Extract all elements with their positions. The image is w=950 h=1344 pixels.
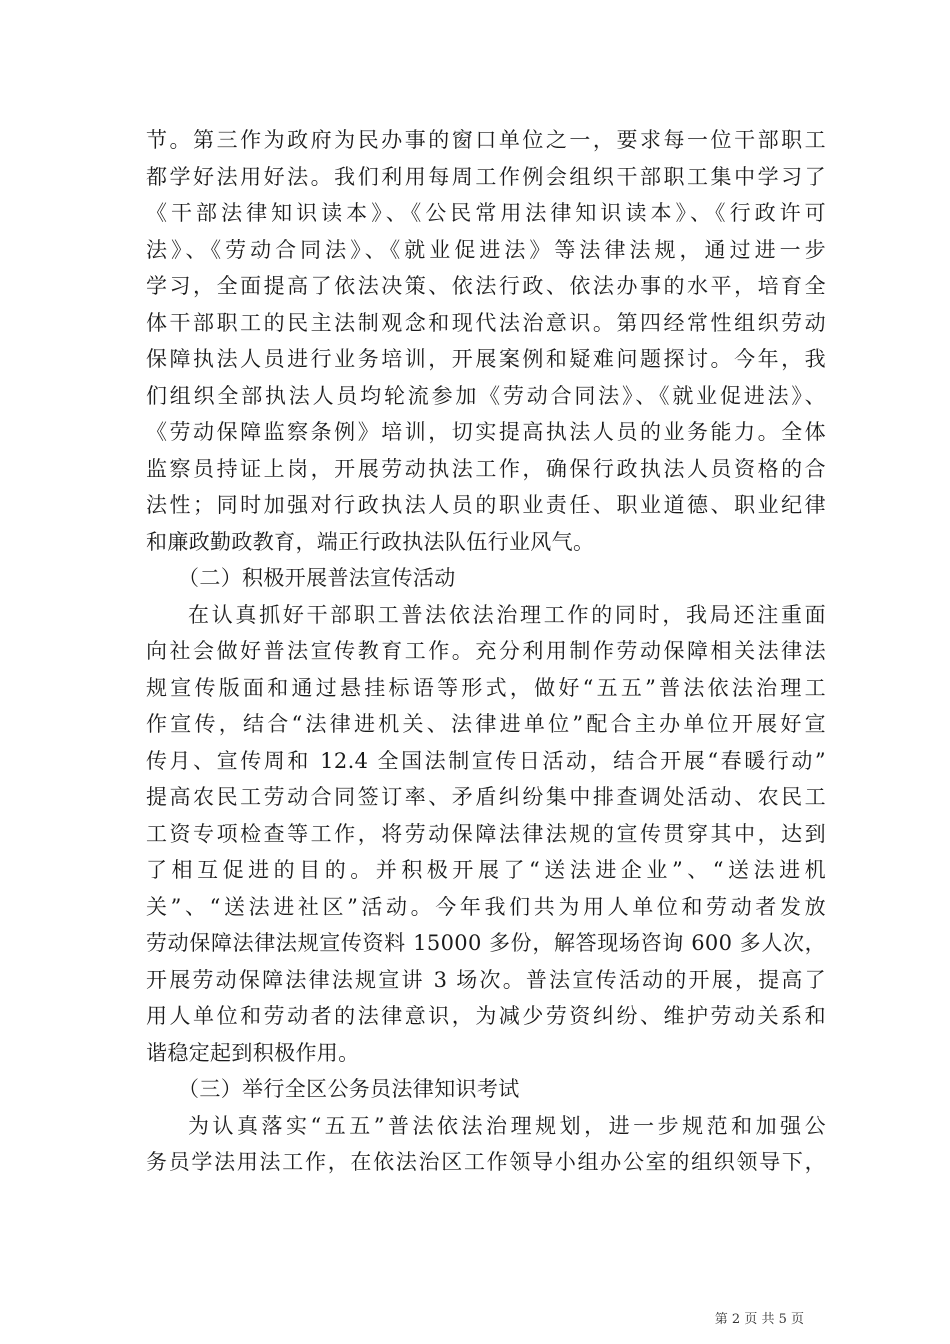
page-number-footer: 第 2 页 共 5 页 [714, 1312, 804, 1327]
text-line: 谐稳定起到积极作用。 [146, 1040, 360, 1065]
text-line: 法性；同时加强对行政执法人员的职业责任、职业道德、职业纪律 [146, 493, 826, 517]
text-line: 体干部职工的民主法制观念和现代法治意识。第四经常性组织劳动 [146, 310, 826, 335]
document-body [146, 122, 826, 1181]
text-line: 监察员持证上岗，开展劳动执法工作，确保行政执法人员资格的合 [146, 456, 826, 481]
section-heading: （三）举行全区公务员法律知识考试 [178, 1077, 520, 1101]
text-line: 提高农民工劳动合同签订率、矛盾纠纷集中排查调处活动、农民工 [146, 785, 826, 809]
text-line: 《劳动保障监察条例》培训，切实提高执法人员的业务能力。全体 [146, 420, 826, 444]
text-line: 向社会做好普法宣传教育工作。充分利用制作劳动保障相关法律法 [146, 639, 826, 663]
text-line: 作宣传，结合“法律进机关、法律进单位”配合主办单位开展好宣 [146, 712, 826, 736]
text-line: 学习，全面提高了依法决策、依法行政、依法办事的水平，培育全 [146, 274, 826, 298]
text-line: 工资专项检查等工作，将劳动保障法律法规的宣传贯穿其中，达到 [146, 821, 826, 846]
text-line: 保障执法人员进行业务培训，开展案例和疑难问题探讨。今年，我 [146, 347, 826, 371]
text-line: 劳动保障法律法规宣传资料 15000 多份，解答现场咨询 600 多人次， [146, 931, 826, 955]
text-line: 为认真落实“五五”普法依法治理规划，进一步规范和加强公 [188, 1113, 826, 1138]
text-line: 法》、《劳动合同法》、《就业促进法》等法律法规，通过进一步 [146, 237, 826, 262]
text-line: 《干部法律知识读本》、《公民常用法律知识读本》、《行政许可 [146, 201, 826, 225]
text-line: 都学好法用好法。我们利用每周工作例会组织干部职工集中学习了 [146, 164, 826, 189]
section-heading: （二）积极开展普法宣传活动 [178, 566, 456, 590]
text-line: 规宣传版面和通过悬挂标语等形式，做好“五五”普法依法治理工 [146, 675, 826, 700]
text-line: 节。第三作为政府为民办事的窗口单位之一，要求每一位干部职工 [146, 128, 826, 152]
text-line: 们组织全部执法人员均轮流参加《劳动合同法》、《就业促进法》、 [146, 383, 826, 408]
text-line: 关”、“送法进社区”活动。今年我们共为用人单位和劳动者发放 [146, 894, 826, 919]
text-line: 和廉政勤政教育，端正行政执法队伍行业风气。 [146, 529, 595, 554]
text-line: 传月、宣传周和 12.4 全国法制宣传日活动，结合开展“春暖行动” [146, 748, 826, 773]
text-line: 在认真抓好干部职工普法依法治理工作的同时，我局还注重面 [188, 602, 826, 627]
text-line: 务员学法用法工作，在依法治区工作领导小组办公室的组织领导下， [146, 1150, 826, 1174]
text-line: 用人单位和劳动者的法律意识，为减少劳资纠纷、维护劳动关系和 [146, 1004, 826, 1028]
text-line: 了相互促进的目的。并积极开展了“送法进企业”、“送法进机 [146, 858, 826, 882]
text-line: 开展劳动保障法律法规宣讲 3 场次。普法宣传活动的开展，提高了 [146, 967, 826, 992]
